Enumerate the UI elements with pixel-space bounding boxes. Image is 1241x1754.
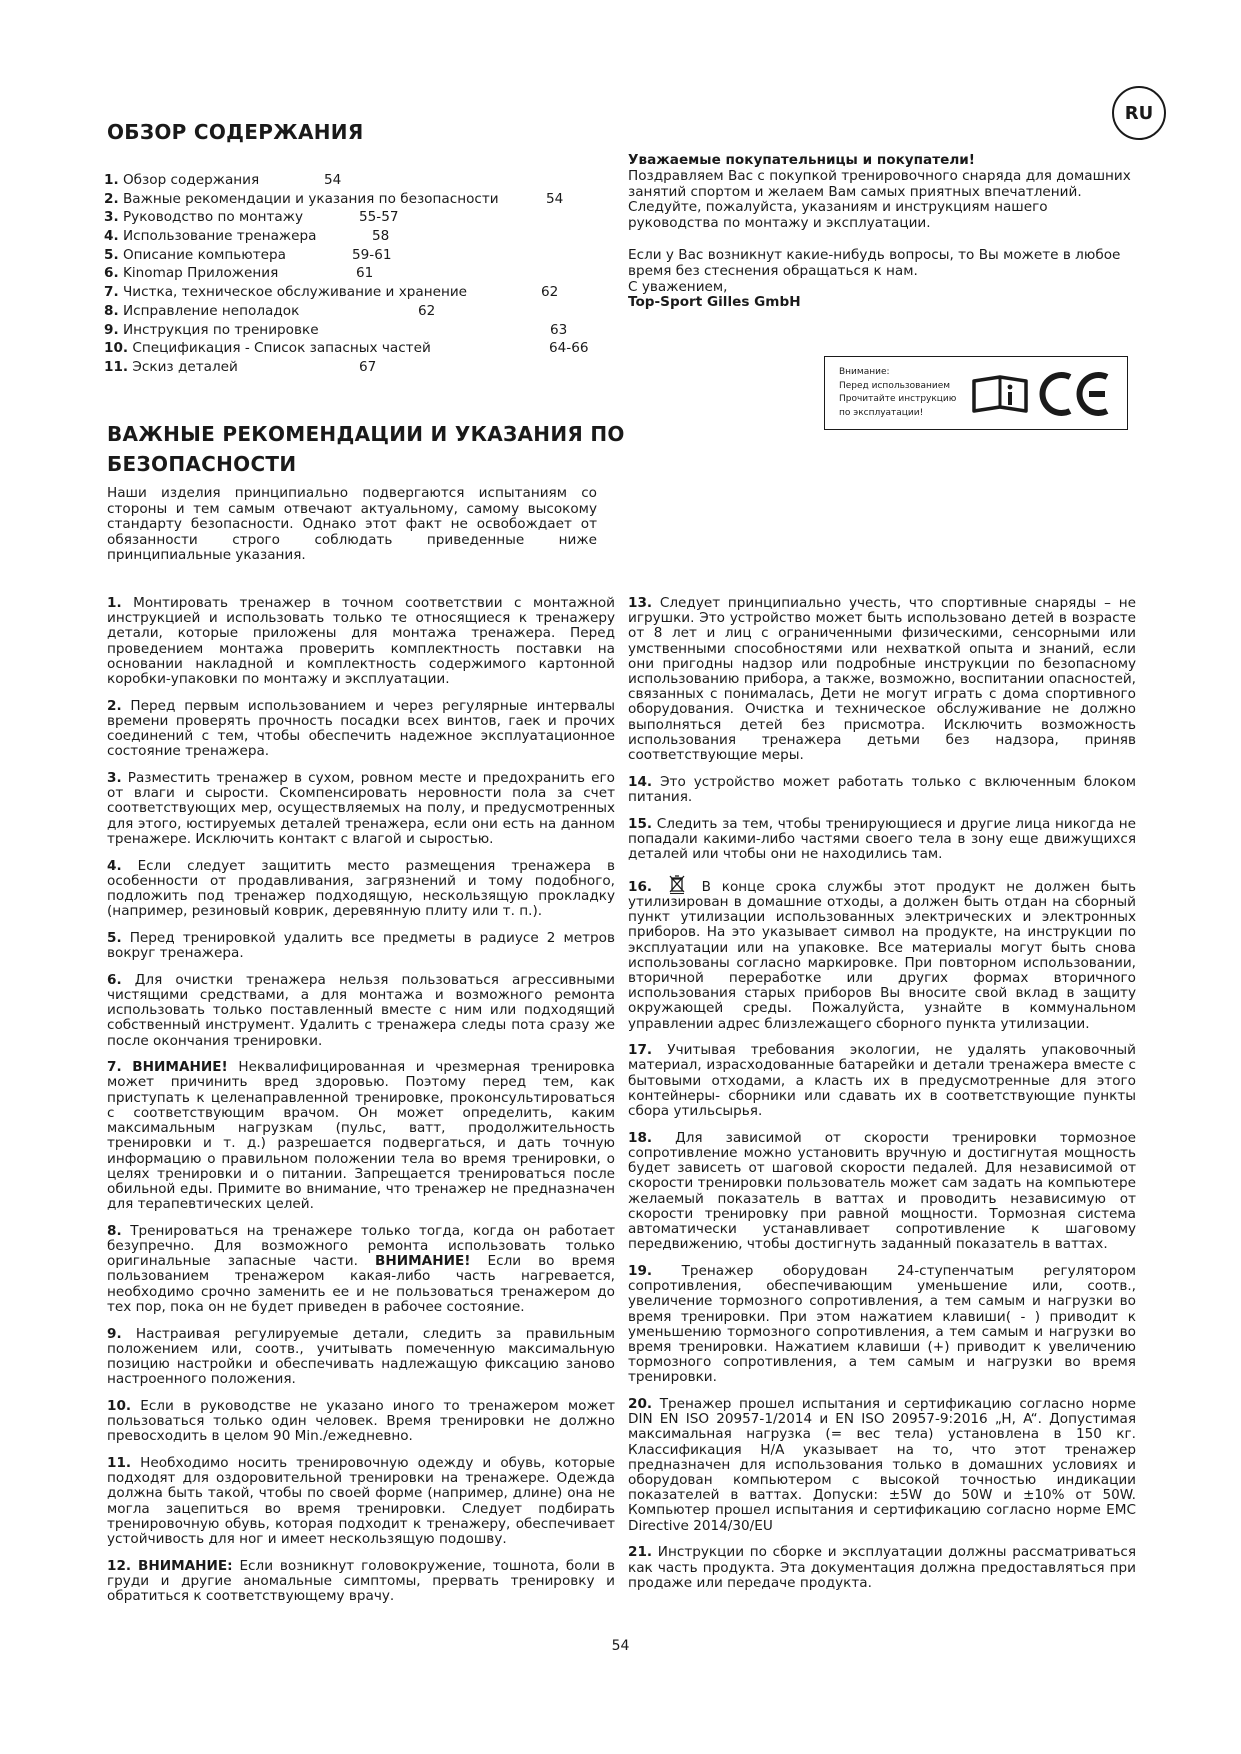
language-badge: RU: [1112, 86, 1166, 140]
toc-item[interactable]: 5. Описание компьютера 59-61: [104, 246, 392, 263]
safety-item: 16. В конце срока службы этот продукт не должен быть утилизирован в домашние отходы, а должен быть отдан на сборный пункт утилизации использованных электрических и электронных приборов. На это указывает символ на продукте, на инструкции по эксплуатации или на упаковке. Все материалы могут быть снова использованы согласно маркировке. При повторном использовании, вторичной переработке или других формах вторичного использования старых приборов Вы вносите свой вклад в защиту окружающей среды. Пожалуйста, узнайте в коммунальном управлении адрес близлежащего сборного пункта утилизации.: [628, 874, 1136, 1032]
toc-item[interactable]: 2. Важные рекомендации и указания по безопасности 54: [104, 190, 564, 207]
safety-item: 11. Необходимо носить тренировочную одежду и обувь, которые подходят для оздоровительной тренировки на тренажере. Одежда должна быть такой, чтобы по своей форме (например, длине) она не могла зацепиться во время тренировки. Следует подбирать тренировочную обувь, которая подходит к тренажеру, обеспечивает устойчивость для ног и имеет нескользящую подошву.: [107, 1454, 615, 1547]
read-manual-notice: [824, 356, 1128, 430]
safety-item: 1. Монтировать тренажер в точном соответствии с монтажной инструкцией и использовать только те относящиеся к тренажеру детали, которые приложены для монтажа тренажера. Перед проведением монтажа проверить комплектность поставки на основании накладной и комплектность содержимого картонной коробки-упаковки по монтажу и эксплуатации.: [107, 595, 615, 688]
safety-item: 6. Для очистки тренажера нельзя пользоваться агрессивными чистящими средствами, а для монтажа и возможного ремонта использовать только поставленный вместе с ним или подходящий собственный инструмент. Удалить с тренажера следы пота сразу же после окончания тренировки.: [107, 971, 616, 1049]
greeting-closing: С уважением,: [628, 278, 728, 295]
toc-item[interactable]: 3. Руководство по монтажу 55-57: [104, 209, 399, 226]
greeting-block: [628, 153, 1133, 311]
toc-page: 54: [324, 172, 342, 188]
safety-intro: Наши изделия принципиально подвергаются испытаниям со стороны и тем самым отвечают актуальному, самому высокому стандарту безопасности. Однако этот факт не освобождает от обязанности строго соблюдать приведенные ниже принципиальные указания.: [107, 485, 597, 564]
safety-item: 15. Следить за тем, чтобы тренирующиеся и другие лица никогда не попадали какими-либо частями своего тела в зону еще движущихся деталей или чтобы они не находились там.: [628, 815, 1137, 863]
toc-page: 67: [359, 358, 377, 375]
toc-page: 58: [372, 228, 390, 245]
toc-title: ОБЗОР СОДЕРЖАНИЯ: [107, 120, 364, 144]
toc-page: 63: [550, 321, 568, 338]
safety-column-left: [107, 596, 615, 1616]
toc-item[interactable]: 8. Исправление неполадок 62: [104, 302, 436, 319]
toc-item[interactable]: 6. Kinomap Приложения 61: [104, 265, 374, 282]
toc-page: 59-61: [352, 246, 392, 263]
safety-item: 4. Если следует защитить место размещения тренажера в особенности от продавливания, загрязнений и тому подобного, подложить под тренажер подходящую, нескользящую прокладку (например, резиновый коврик, деревянную плиту или т. п.).: [107, 857, 615, 920]
toc-item[interactable]: 11. Эскиз деталей 67: [104, 358, 377, 375]
toc-item[interactable]: 1. Обзор содержания 54: [104, 172, 342, 188]
safety-item: 21. Инструкции по сборке и эксплуатации должны рассматриваться как часть продукта. Эта документация должна предоставляться при продаже или передаче продукта.: [628, 1544, 1136, 1591]
manual-book-icon: [971, 373, 1029, 415]
toc-list: [104, 171, 624, 377]
warning-label: ВНИМАНИЕ:: [137, 1557, 233, 1574]
crossed-bin-icon: [669, 874, 685, 894]
company-name: Top-Sport Gilles GmbH: [628, 294, 801, 311]
page-number: 54: [611, 1638, 630, 1654]
safety-item: 19. Тренажер оборудован 24-ступенчатым регулятором сопротивления, обеспечивающим уменьшение или, соотв., увеличение тормозного сопротивления, а тем самым и нагрузки во время тренировки. При этом нажатием клавиши( - ) приводит к уменьшению тормозного сопротивления, а тем самым и нагрузки во время тренировки. Нажатием клавиши (+) приводит к увеличению тормозного сопротивления, а тем самым и нагрузки во время тренировки.: [628, 1262, 1136, 1386]
safety-item: 20. Тренажер прошел испытания и сертификацию согласно норме DIN EN ISO 20957-1/2014 и EN ISO 20957-9:2016 „H, A“. Допустимая максимальная нагрузка (= вес тела) установлена в 150 кг. Классификация H/A указывает на то, что этот тренажер предназначен для использования только в домашних условиях и оборудован компьютером с высокой точностью индикации показателей в ваттах. Допуски: ±5W до 50W и ±10% от 50W. Компьютер прошел испытания и сертификацию согласно норме EMC Directive 2014/30/EU: [628, 1396, 1136, 1534]
toc-page: 62: [541, 284, 559, 301]
safety-item: 12. ВНИМАНИЕ: Если возникнут головокружение, тошнота, боли в груди и другие аномальные симптомы, прервать тренировку и обратиться к соответствующему врачу.: [107, 1557, 615, 1605]
toc-page: 55-57: [359, 209, 399, 226]
toc-page: 61: [356, 265, 374, 282]
safety-item: 17. Учитывая требования экологии, не удалять упаковочный материал, израсходованные батарейки и детали тренажера вместе с бытовыми отходами, а класть их в предусмотренные для этого контейнеры- сборники или сдавать их в соответствующие пункты сбора утильсырья.: [628, 1042, 1136, 1120]
safety-item: 5. Перед тренировкой удалить все предметы в радиусе 2 метров вокруг тренажера.: [107, 929, 615, 962]
toc-item[interactable]: 9. Инструкция по тренировке 63: [104, 321, 568, 338]
safety-item: 10. Если в руководстве не указано иного то тренажером может пользоваться только один человек. Время тренировки не должно превосходить в целом 90 Min./ежедневно.: [107, 1397, 615, 1445]
safety-item: 14. Это устройство может работать только с включенным блоком питания.: [628, 773, 1136, 805]
toc-item[interactable]: 7. Чистка, техническое обслуживание и хранение 62: [104, 284, 559, 301]
safety-item: 7. ВНИМАНИЕ! Неквалифицированная и чрезмерная тренировка может причинить вред здоровью. Поэтому перед тем, как приступать к целенаправленной тренировке, проконсультироваться с соответствующим врачом. Он может определить, каким максимальным нагрузкам (пульс, ватт, продолжительность тренировки и т. д.) разрешается подвергаться, и дать точную информацию о правильном положении тела во время тренировки, о целях тренировки и о питании. Запрещается тренироваться после обильной еды. Примите во внимание, что тренажер не предназначен для терапевтических целей.: [107, 1059, 615, 1213]
greeting-paragraph-2: Если у Вас возникнут какие-нибудь вопросы, то Вы можете в любое время без стеснения обращаться к нам.: [628, 246, 1121, 279]
safety-item: 2. Перед первым использованием и через регулярные интервалы времени проверять прочность посадки всех винтов, гаек и прочих соединений с тем, чтобы обеспечить надежное эксплуатационное состояние тренажера.: [107, 697, 615, 760]
safety-item: 9. Настраивая регулируемые детали, следить за правильным положением или, соотв., учитывать помеченную максимальную позицию настройки и обеспечивать надлежащую фиксацию заново настроенного положения.: [107, 1325, 615, 1388]
safety-item: 13. Следует принципиально учесть, что спортивные снаряды – не игрушки. Это устройство может быть использовано детей в возрасте от 8 лет и лиц с ограниченными физическими, сенсорными или умственными способностями или нехваткой опыта и знаний, если они пригодны надзор или подробные инструкции по безопасному использованию прибора, а также, возможно, воспитании опасностей, связанных с понималась, Дети не могут играть с дома спортивного оборудования. Очистка и техническое обслуживание не должно выполняться детей без присмотра. Исключить возможность использования тренажера детьми без надзора, приняв соответствующие меры.: [628, 595, 1136, 764]
notice-text: Внимание: Перед использованием Прочитайте инструкцию по эксплуатации!: [839, 367, 957, 418]
warning-label: ВНИМАНИЕ!: [375, 1253, 471, 1270]
toc-page: 54: [546, 190, 564, 207]
ce-mark-icon: [1037, 369, 1113, 419]
toc-page: 62: [418, 302, 436, 319]
greeting-paragraph: Поздравляем Вас с покупкой тренировочного снаряда для домашних занятий спортом и желаем Вам самых приятных впечатлений. Следуйте, пожалуйста, указаниям и инструкциям нашего руководства по монтажу и эксплуатации.: [628, 167, 1131, 232]
toc-page: 64-66: [549, 340, 589, 357]
toc-item[interactable]: 10. Спецификация - Список запасных частей 64-66: [104, 340, 589, 357]
safety-item: 18. Для зависимой от скорости тренировки тормозное сопротивление можно установить вручную и достигнутая мощность будет зависеть от шаговой скорости педалей. Для независимой от скорости тренировки пользователь может сам задать на компьютере желаемый показатель в ваттах и проводить независимую от скорости тренировку при равной мощности. Тормозная система автоматически устанавливает сопротивление к шаговому передвижению, чтобы достигнуть заданный показатель в ваттах.: [628, 1129, 1136, 1253]
greeting-heading: Уважаемые покупательницы и покупатели!: [628, 152, 976, 168]
toc-item[interactable]: 4. Использование тренажера 58: [104, 228, 390, 245]
safety-column-right: [628, 596, 1136, 1602]
safety-title: ВАЖНЫЕ РЕКОМЕНДАЦИИ И УКАЗАНИЯ ПО БЕЗОПАСНОСТИ: [107, 422, 625, 476]
safety-item: 3. Разместить тренажер в сухом, ровном месте и предохранить его от влаги и сырости. Скомпенсировать неровности пола за счет соответствующих мер, осуществляемых на полу, и предусмотренных для этого, юстируемых деталей тренажера, если они есть на данном тренажере. Исключить контакт с влагой и сыростью.: [107, 770, 615, 847]
safety-item: 8. Тренироваться на тренажере только тогда, когда он работает безупречно. Для возможного ремонта использовать только оригинальные запасные части. ВНИМАНИЕ! Если во время пользованием тренажером какая-либо часть нагревается, необходимо срочно заменить ее и не пользоваться тренажером до тех пор, пока он не будет приведен в рабочее состояние.: [107, 1222, 616, 1315]
warning-label: ВНИМАНИЕ!: [132, 1059, 228, 1076]
